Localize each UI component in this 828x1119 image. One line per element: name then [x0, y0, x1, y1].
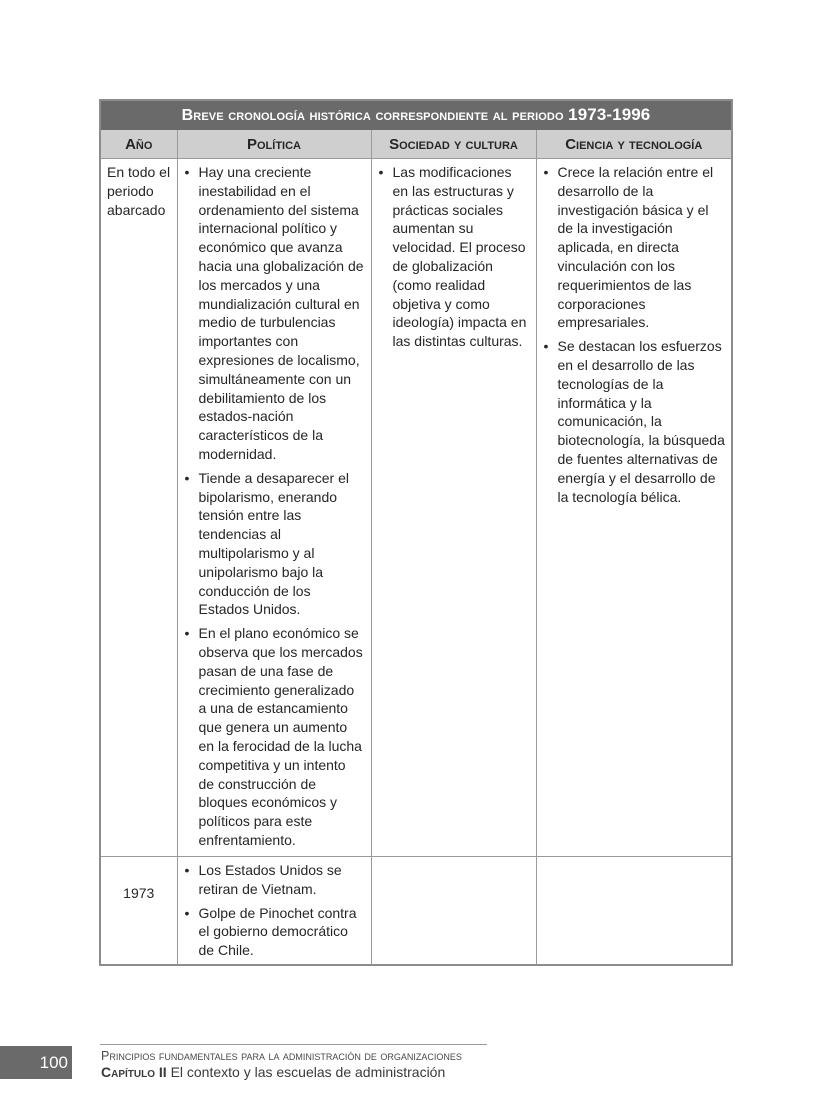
list-item: • Las modificaciones en las estructuras y prácticas sociales aumentan su velocidad. El proceso de globalización (como realidad objetiva y como ideología) impacta en las distintas culturas. — [378, 163, 530, 351]
chronology-table — [99, 99, 733, 966]
list-item: • Crece la relación entre el desarrollo de la investigación básica y el de la investigación aplicada, en directa vinculación con los requerimientos de las corporaciones empresariales. — [543, 163, 726, 332]
list-item: • Golpe de Pinochet contra el gobierno democrático de Chile. — [184, 904, 365, 960]
politica-cell — [177, 159, 371, 857]
chapter-title: El contexto y las escuelas de administración — [170, 1064, 446, 1080]
list-item: • Tiende a desaparecer el bipolarismo, enerando tensión entre las tendencias al multipolarismo y al unipolarismo bajo la conducción de los Estados Unidos. — [184, 469, 365, 619]
table-title-row — [100, 100, 732, 130]
politica-list — [184, 163, 365, 850]
ciencia-cell — [536, 159, 732, 857]
book-title: Principios fundamentales para la administración de organizaciones — [101, 1049, 462, 1063]
page-number: 100 — [0, 1046, 72, 1079]
chapter-label: Capítulo II — [101, 1064, 167, 1080]
header-sociedad-cultura: Sociedad y cultura — [371, 130, 536, 159]
sociedad-cell — [371, 857, 536, 965]
list-item: • En el plano económico se observa que los mercados pasan de una fase de crecimiento generalizado a una de estancamiento que genera un aumento en la ferocidad de la lucha competitiva y un intento de construcción de bloques económicos y políticos para este enfrentamiento. — [184, 624, 365, 850]
list-item: • Hay una creciente inestabilidad en el ordenamiento del sistema internacional político y económico que avanza hacia una globalización de los mercados y una mundialización cultural en medio de turbulencias importantes con expresiones de localismo, simultáneamente con un debilitamiento de los estados-nación característicos de la modernidad. — [184, 163, 365, 464]
table-row — [100, 857, 732, 965]
list-item: • Los Estados Unidos se retiran de Vietnam. — [184, 861, 365, 899]
table-header-row — [100, 130, 732, 159]
header-ciencia-tecnologia: Ciencia y tecnología — [536, 130, 732, 159]
ciencia-cell — [536, 857, 732, 965]
politica-list — [184, 861, 365, 960]
ciencia-list — [543, 163, 726, 506]
table-title-years: 1973-1996 — [568, 105, 651, 124]
year-cell: 1973 — [100, 857, 177, 965]
chapter-line — [101, 1064, 445, 1080]
table-title-text: Breve cronología histórica correspondiente al periodo — [181, 107, 564, 124]
table-row — [100, 159, 732, 857]
sociedad-list — [378, 163, 530, 351]
table-title — [100, 100, 732, 130]
sociedad-cell — [371, 159, 536, 857]
header-politica: Política — [177, 130, 371, 159]
footer-divider — [100, 1044, 487, 1045]
list-item: • Se destacan los esfuerzos en el desarrollo de las tecnologías de la informática y la comunicación, la biotecnología, la búsqueda de fuentes alternativas de energía y el desarrollo de la tecnología bélica. — [543, 337, 726, 506]
year-cell: En todo el periodo abarcado — [100, 159, 177, 857]
header-ano: Año — [100, 130, 177, 159]
politica-cell — [177, 857, 371, 965]
